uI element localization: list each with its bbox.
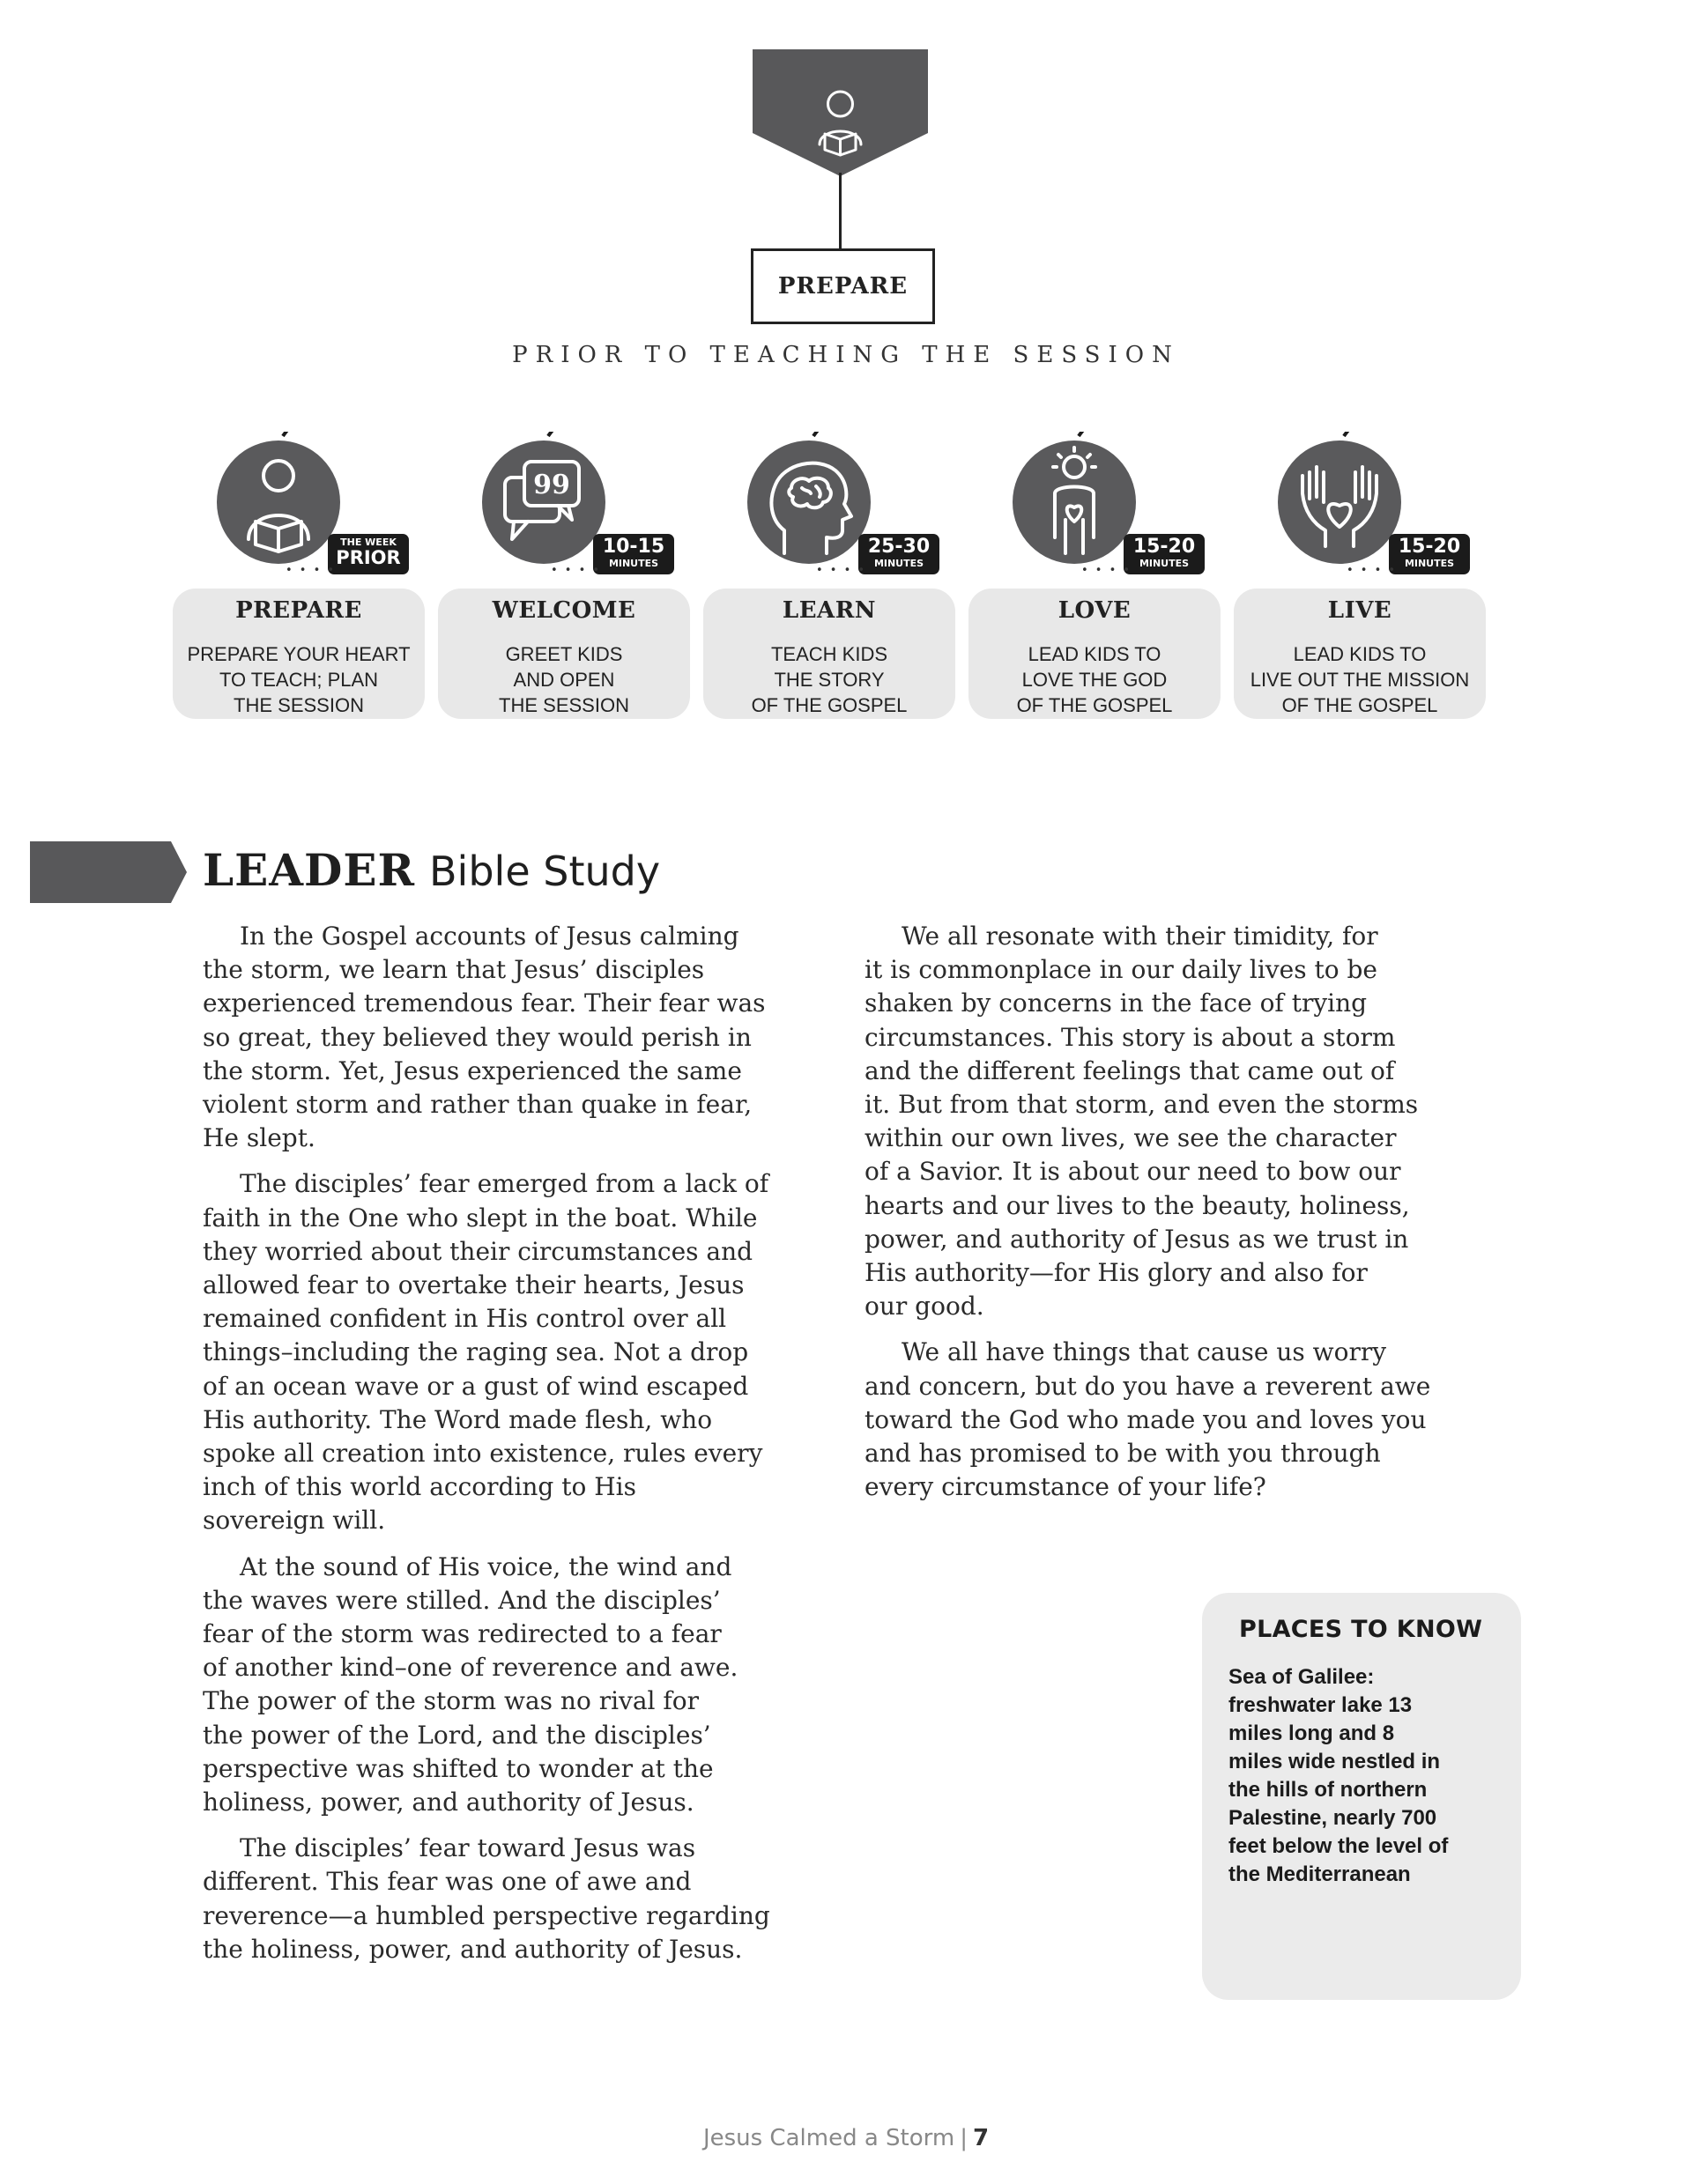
desc-line: GREET KIDS [505,643,623,665]
step-description [180,641,418,718]
places-line: the Mediterranean [1228,1862,1411,1886]
text-line: experienced tremendous fear. Their fear was [203,988,766,1018]
dots-divider: • • • • [551,564,602,577]
text-line: of a Savior. It is about our need to bow our [865,1157,1401,1187]
time-caption: MINUTES [608,558,659,569]
svg-text:99: 99 [533,470,570,500]
step-card [968,589,1221,719]
text-line: holiness, power, and authority of Jesus. [203,1788,694,1818]
text-line: His authority—for His glory and also for [865,1258,1368,1288]
text-line: reverence—a humbled perspective regarding [203,1900,770,1930]
paragraph [203,1551,837,1820]
section-arrow-tab [30,841,187,903]
time-value: 15-20 [1398,536,1461,558]
text-line: toward the God who made you and loves you [865,1404,1427,1434]
desc-line: OF THE GOSPEL [1016,694,1173,716]
places-line: freshwater lake 13 [1228,1693,1413,1717]
text-line: the power of the Lord, and the disciples’ [203,1720,711,1750]
text-line: it. But from that storm, and even the storms [865,1090,1419,1120]
text-line: so great, they believed they would perish in [203,1022,752,1052]
page-number: 7 [972,2125,990,2151]
text-line: violent storm and rather than quake in fear, [203,1090,753,1120]
text-line: spoke all creation into existence, rules every [203,1439,763,1469]
dots-divider: • • • • [1347,564,1398,577]
time-badge [1389,534,1470,574]
text-line: they worried about their circumstances and [203,1236,753,1266]
desc-line: LEAD KIDS TO [1293,643,1427,665]
banner-connector-line [839,173,842,250]
places-line: miles long and 8 [1228,1721,1395,1745]
desc-line: AND OPEN [513,669,615,691]
step-description [1241,641,1479,718]
page-footer [0,2125,1692,2151]
text-line: our good. [865,1292,984,1322]
step-title: LEARN [782,597,877,624]
text-line: perspective was shifted to wonder at the [203,1753,714,1783]
time-value: PRIOR [336,547,401,568]
places-heading: PLACES TO KNOW [1239,1616,1483,1643]
text-line: shaken by concerns in the face of trying [865,988,1368,1018]
text-line: The power of the storm was no rival for [203,1686,700,1716]
desc-line: TO TEACH; PLAN [219,669,379,691]
time-value: 15-20 [1132,536,1196,558]
desc-line: OF THE GOSPEL [1281,694,1438,716]
places-body [1228,1663,1510,1889]
step-card [438,589,690,719]
text-line: the holiness, power, and authority of Jesus. [203,1934,743,1964]
text-line: At the sound of His voice, the wind and [240,1551,732,1581]
time-caption: MINUTES [873,558,924,569]
step-title: LOVE [1058,597,1132,624]
leader-bible-study-heading [203,844,660,898]
paragraph [203,1832,837,1966]
step-title: LIVE [1327,597,1392,624]
time-caption: THE WEEK [340,537,397,548]
desc-line: THE SESSION [499,694,629,716]
text-line: inch of this world according to His [203,1472,637,1502]
step-card [1234,589,1486,719]
text-line: We all have things that cause us worry [902,1337,1387,1367]
heading-strong: LEADER [203,844,416,896]
text-line: it is commonplace in our daily lives to be [865,955,1377,985]
places-line: feet below the level of [1228,1834,1449,1858]
prepare-banner-flag [753,49,928,176]
dots-divider: • • • • [286,564,337,577]
time-value: 25-30 [867,536,931,558]
text-line: His authority. The Word made flesh, who [203,1404,713,1434]
footer-separator: | [960,2125,968,2151]
step-description [445,641,683,718]
text-line: In the Gospel accounts of Jesus calming [240,922,739,951]
step-description [710,641,948,718]
desc-line: TEACH KIDS [770,643,888,665]
footer-title: Jesus Calmed a Storm [702,2125,955,2151]
step-live [1234,432,1486,719]
places-to-know-box [1202,1593,1521,2000]
time-badge [858,534,939,574]
places-line: Palestine, nearly 700 [1228,1806,1437,1830]
paragraph [865,920,1499,1323]
dots-divider: • • • • [1081,564,1132,577]
desc-line: PREPARE YOUR HEART [187,643,411,665]
text-line: The disciples’ fear toward Jesus was [240,1833,696,1863]
left-column-text [203,920,837,1979]
text-line: the storm. Yet, Jesus experienced the same [203,1055,742,1085]
heading-light: Bible Study [429,848,661,895]
text-line: of an ocean wave or a gust of wind escaped [203,1371,749,1401]
prior-to-teaching-subtitle: PRIOR TO TEACHING THE SESSION [512,342,1180,368]
step-card [173,589,425,719]
text-line: power, and authority of Jesus as we trust in [865,1224,1409,1254]
step-prepare [173,432,425,719]
time-badge [1124,534,1205,574]
text-line: The disciples’ fear emerged from a lack of [240,1169,769,1199]
text-line: sovereign will. [203,1506,386,1536]
paragraph [203,1167,837,1537]
paragraph [203,920,837,1155]
text-line: the waves were stilled. And the disciples’ [203,1585,721,1615]
text-line: faith in the One who slept in the boat. While [203,1203,758,1233]
step-title: WELCOME [492,597,636,624]
text-line: every circumstance of your life? [865,1472,1266,1502]
desc-line: LEAD KIDS TO [1028,643,1161,665]
text-line: within our own lives, we see the character [865,1123,1397,1153]
text-line: different. This fear was one of awe and [203,1867,692,1897]
text-line: hearts and our lives to the beauty, holiness, [865,1190,1410,1220]
places-line: Sea of Galilee: [1228,1665,1375,1689]
desc-line: THE STORY [774,669,885,691]
time-caption: MINUTES [1139,558,1190,569]
text-line: and the different feelings that came out of [865,1055,1395,1085]
step-description [976,641,1213,718]
text-line: allowed fear to overtake their hearts, Jesus [203,1270,745,1300]
text-line: and has promised to be with you through [865,1439,1381,1469]
time-caption: MINUTES [1404,558,1455,569]
text-line: the storm, we learn that Jesus’ disciples [203,955,705,985]
desc-line: LIVE OUT THE MISSION [1250,669,1470,691]
right-column-text [865,920,1499,1516]
desc-line: THE SESSION [234,694,364,716]
text-line: He slept. [203,1123,315,1153]
time-badge [328,534,409,574]
paragraph [865,1336,1499,1504]
step-learn [703,432,955,719]
time-value: 10-15 [602,536,665,558]
text-line: circumstances. This story is about a storm [865,1022,1396,1052]
text-line: things–including the raging sea. Not a drop [203,1337,749,1367]
places-line: miles wide nestled in [1228,1750,1441,1773]
desc-line: LOVE THE GOD [1021,669,1168,691]
step-love [968,432,1221,719]
text-line: and concern, but do you have a reverent awe [865,1371,1431,1401]
dots-divider: • • • • [816,564,867,577]
prepare-label-box: PREPARE [751,248,935,324]
time-badge [593,534,674,574]
places-line: the hills of northern [1228,1778,1428,1802]
text-line: remained confident in His control over all [203,1304,727,1334]
step-card [703,589,955,719]
step-welcome [438,432,690,719]
text-line: fear of the storm was redirected to a fear [203,1619,722,1649]
text-line: of another kind–one of reverence and awe. [203,1653,738,1683]
text-line: We all resonate with their timidity, for [902,922,1378,951]
step-title: PREPARE [235,597,362,624]
desc-line: OF THE GOSPEL [751,694,908,716]
